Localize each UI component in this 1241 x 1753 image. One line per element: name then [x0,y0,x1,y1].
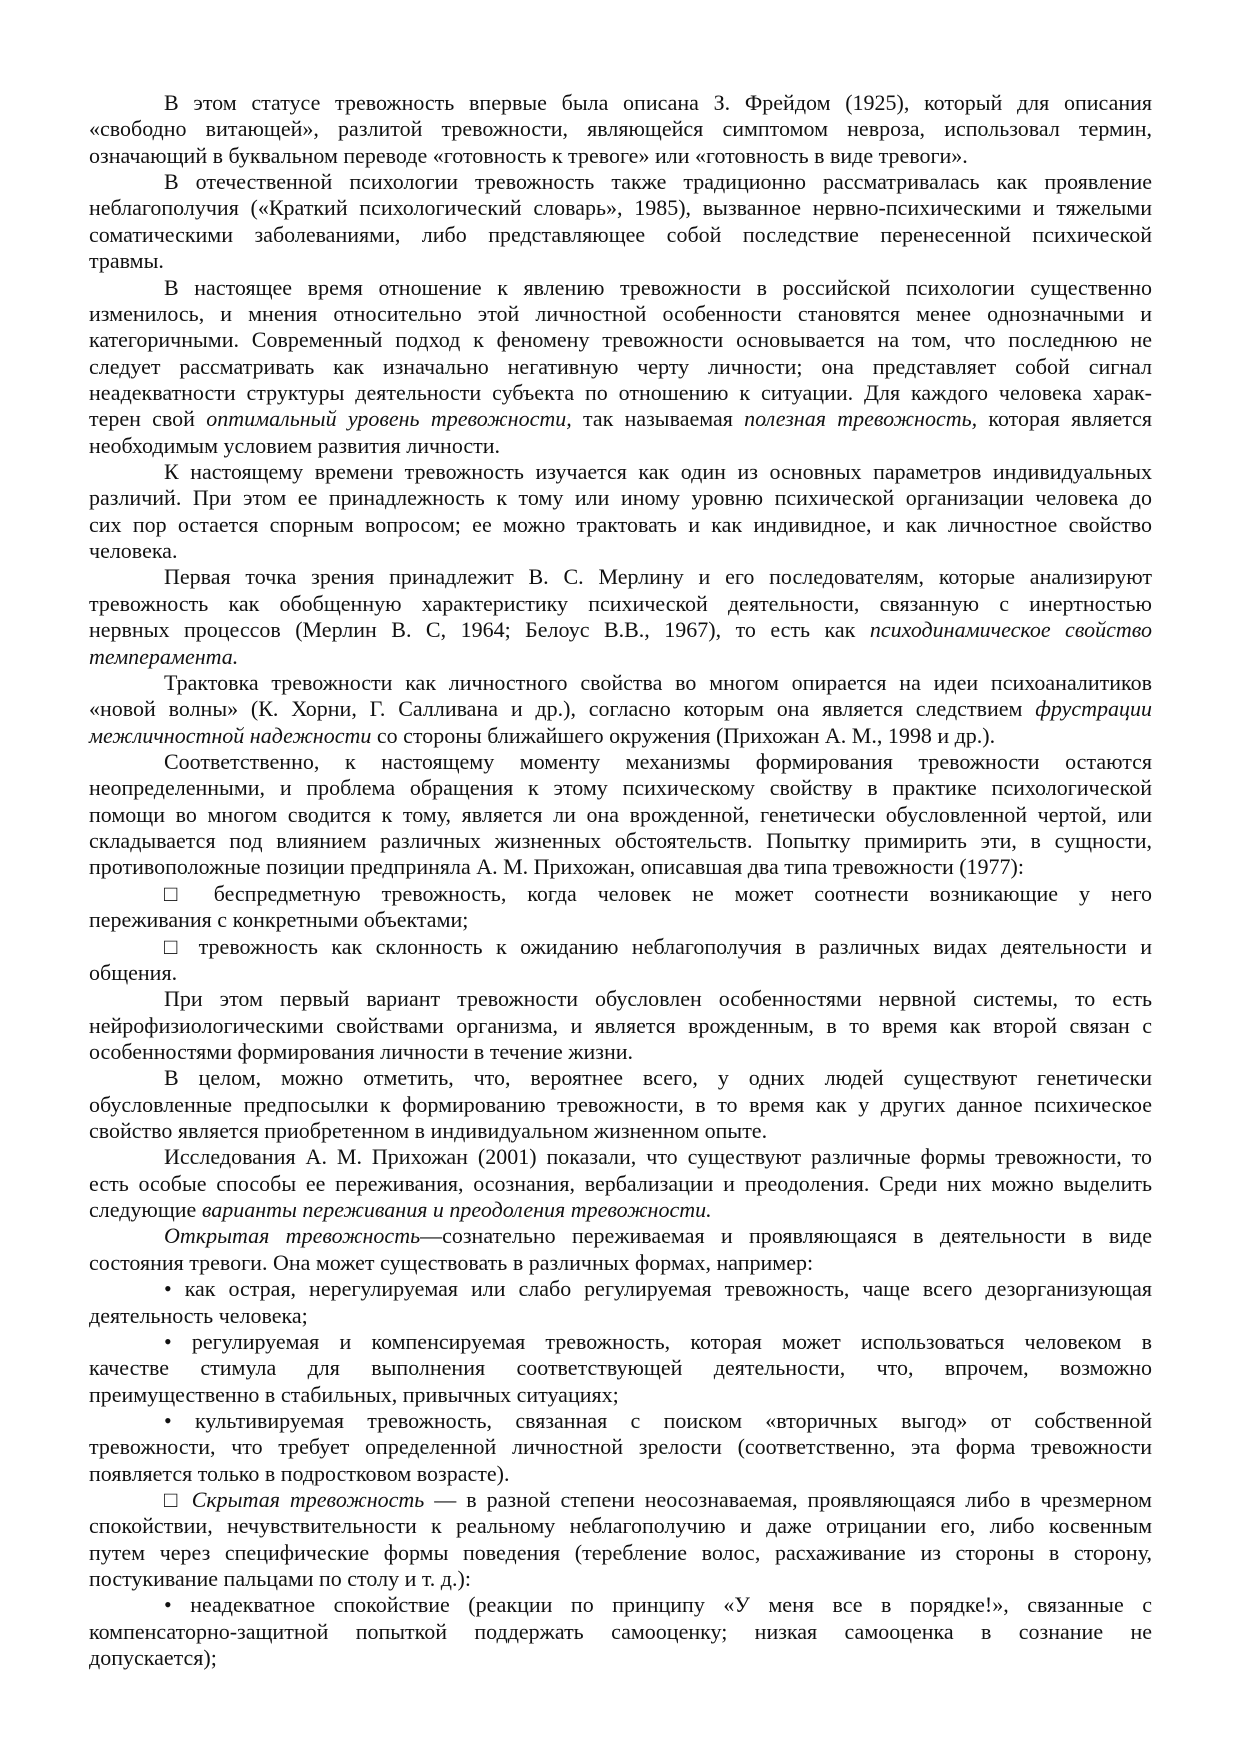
text-run: • как острая, нерегулируемая или слабо регулируемая тревожность, чаще всего дезорганизующая [164,1276,1152,1302]
paragraph [89,90,1152,169]
text-run: противоположные позиции предприняла А. М. Прихожан, описавшая два типа тревожности (1977): [89,854,1024,880]
text-run: компенсаторно-защитной попыткой поддержать самооценку; низкая самооценка в сознание не [89,1618,1152,1644]
text-run: тревожность как обобщенную характеристику психической деятельности, связанную с инертностью [89,590,1152,616]
text-line [89,1144,1152,1170]
text-line [89,1250,1152,1276]
text-line [89,90,1152,116]
text-run: соматическими заболеваниями, либо представляющее собой последствие перенесенной психической [89,221,1152,247]
paragraph [89,459,1152,564]
text-line [89,881,1152,907]
text-line [89,1171,1152,1197]
text-line [89,248,1152,274]
text-run: так называемая [571,406,745,432]
text-run: • неадекватное спокойствие (реакции по принципу «У меня все в порядке!», связанные с [164,1592,1152,1618]
text-line [89,1276,1152,1302]
text-run: особенностями формирования личности в течение жизни. [89,1038,633,1064]
text-run: появляется только в подростковом возрасте). [89,1460,510,1486]
paragraph [89,1408,1152,1487]
document-page [89,90,1152,1672]
text-run: следующие [89,1197,202,1223]
italic-text-run: Открытая тревожность [164,1223,421,1249]
text-line [89,670,1152,696]
text-line [89,775,1152,801]
paragraph [89,169,1152,274]
text-line [89,406,1152,432]
text-line [89,854,1152,880]
text-run: В отечественной психологии тревожность также традиционно рассматривалась как проявление [164,169,1152,195]
text-line [89,1513,1152,1539]
paragraph [89,564,1152,669]
text-line [89,116,1152,142]
text-run: травмы. [89,248,164,274]
paragraph [89,670,1152,749]
text-line [89,986,1152,1012]
text-run: состояния тревоги. Она может существовать в различных формах, например: [89,1249,814,1275]
paragraph [89,1487,1152,1592]
text-run: преимущественно в стабильных, привычных ситуациях; [89,1381,619,1407]
paragraph [89,275,1152,460]
text-line [89,354,1152,380]
text-line [89,222,1152,248]
text-line [89,617,1152,643]
text-run: со стороны ближайшего окружения (Прихожан А. М., 1998 и др.). [371,722,996,748]
italic-text-run: межличностной надежности [89,722,372,748]
text-line [89,934,1152,960]
text-run: — в разной степени неосознаваемая, проявляющаяся либо в чрезмерном [424,1487,1152,1513]
paragraph [89,1144,1152,1223]
text-line [89,1118,1152,1144]
italic-text-run: психодинамическое свойство [869,617,1152,643]
paragraph [89,986,1152,1065]
text-line [89,1382,1152,1408]
text-run: нейрофизиологическими свойствами организма, и является врожденным, в то время как второй связан с [89,1012,1152,1038]
text-line [89,380,1152,406]
text-run: человека. [89,538,178,564]
text-line [89,485,1152,511]
text-line [89,538,1152,564]
text-line [89,1197,1152,1223]
text-run: □ беспредметную тревожность, когда человек не может соотнести возникающие у него [164,880,1152,906]
paragraph [89,1329,1152,1408]
text-run: Первая точка зрения принадлежит В. С. Мерлину и его последователям, которые анализируют [164,564,1152,590]
text-run: различий. При этом ее принадлежность к тому или иному уровню психической организации человека до [89,485,1152,511]
text-line [89,143,1152,169]
italic-text-run: темперамента. [89,643,239,669]
text-run: путем через специфические формы поведения (теребление волос, расхаживание из стороны в сторону, [89,1539,1152,1565]
text-line [89,907,1152,933]
paragraph [89,1592,1152,1671]
text-run: качестве стимула для выполнения соответствующей деятельности, что, впрочем, возможно [89,1355,1152,1381]
text-line [89,301,1152,327]
text-line [89,1619,1152,1645]
paragraph [89,881,1152,934]
text-run: свойство является приобретенном в индивидуальном жизненном опыте. [89,1118,768,1144]
text-run: «новой волны» (К. Хорни, Г. Салливана и др.), согласно которым она является следствием [89,696,1036,722]
text-run: терен свой [89,406,207,432]
text-run: тревожности, что требует определенной личностной зрелости (соответственно, эта форма тревожности [89,1434,1152,1460]
text-line [89,1065,1152,1091]
text-line [89,749,1152,775]
text-run: «свободно витающей», разлитой тревожности, являющейся симптомом невроза, использовал термин, [89,116,1152,142]
text-line [89,644,1152,670]
text-run: помощи во многом сводится к тому, является ли она врожденной, генетически обусловленной чертой, или [89,801,1152,827]
text-run: следует рассматривать как изначально негативную черту личности; она представляет собой сигнал [89,353,1152,379]
text-line [89,1434,1152,1460]
paragraph [89,1276,1152,1329]
text-line [89,169,1152,195]
italic-text-run: варианты переживания и преодоления тревожности. [201,1197,712,1223]
text-line [89,564,1152,590]
text-run: • культивируемая тревожность, связанная с поиском «вторичных выгод» от собственной [164,1407,1152,1433]
text-run: спокойствии, нечувствительности к реальному неблагополучию и даже отрицании его, либо косвенным [89,1513,1152,1539]
text-run: Исследования А. М. Прихожан (2001) показали, что существуют различные формы тревожности, то [164,1144,1152,1170]
text-line [89,723,1152,749]
text-run: В целом, можно отметить, что, вероятнее всего, у одних людей существуют генетически [164,1065,1152,1091]
text-line [89,433,1152,459]
text-run: категоричными. Современный подход к феномену тревожности основывается на том, что последнюю не [89,327,1152,353]
paragraph [89,749,1152,881]
text-line [89,195,1152,221]
text-run: Трактовка тревожности как личностного свойства во многом опирается на идеи психоаналитиков [164,669,1152,695]
text-line [89,1329,1152,1355]
text-run: обусловленные предпосылки к формированию тревожности, в то время как у других данное психическое [89,1091,1152,1117]
text-line [89,1039,1152,1065]
paragraph [89,934,1152,987]
text-line [89,591,1152,617]
italic-text-run: оптимальный уровень тревожности, [206,406,572,432]
text-line [89,1303,1152,1329]
text-line [89,512,1152,538]
text-run: Соответственно, к настоящему моменту механизмы формирования тревожности остаются [164,748,1152,774]
text-run: складывается под влиянием различных жизненных обстоятельств. Попытку примирить эти, в сущности, [89,828,1152,854]
text-line [89,1461,1152,1487]
text-line [89,828,1152,854]
text-line [89,1566,1152,1592]
text-line [89,1487,1152,1513]
text-run: изменилось, и мнения относительно этой личностной особенности становятся менее однозначными и [89,300,1152,326]
text-line [89,696,1152,722]
text-line [89,1013,1152,1039]
text-run: сих пор остается спорным вопросом; ее можно трактовать и как индивидное, и как личностное свойство [89,511,1152,537]
text-run: • регулируемая и компенсируемая тревожность, которая может использоваться человеком в [164,1328,1152,1354]
text-line [89,1092,1152,1118]
text-run: В этом статусе тревожность впервые была описана З. Фрейдом (1925), который для описания [164,90,1152,115]
text-line [89,1355,1152,1381]
italic-text-run: фрустрации [1035,696,1152,722]
text-run: неблагополучия («Краткий психологический словарь», 1985), вызванное нервно-психическими и тяжелыми [89,195,1152,221]
text-run: есть особые способы ее переживания, осознания, вербализации и преодоления. Среди них можно выделить [89,1170,1152,1196]
text-line [89,1408,1152,1434]
text-line [89,802,1152,828]
text-run: В настоящее время отношение к явлению тревожности в российской психологии существенно [164,274,1152,300]
text-line [89,275,1152,301]
text-run: означающий в буквальном переводе «готовность к тревоге» или «готовность в виде тревоги». [89,142,968,168]
text-run: общения. [89,959,178,985]
text-run: деятельность человека; [89,1302,308,1328]
text-run: допускается); [89,1645,217,1671]
text-line [89,1645,1152,1671]
paragraph [89,1065,1152,1144]
text-run: неадекватности структуры деятельности субъекта по отношению к ситуации. Для каждого человека харак- [89,379,1152,405]
italic-text-run: полезная тревожность, [744,406,978,432]
italic-text-run: Скрытая тревожность [191,1487,425,1513]
text-run: □ [164,1487,192,1513]
text-run: К настоящему времени тревожность изучается как один из основных параметров индивидуальных [164,459,1152,485]
text-run: переживания с конкретными объектами; [89,907,469,933]
text-run: которая является [977,406,1152,432]
text-line [89,960,1152,986]
text-run: неопределенными, и проблема обращения к этому психическому свойству в практике психологической [89,775,1152,801]
text-run: При этом первый вариант тревожности обусловлен особенностями нервной системы, то есть [164,986,1152,1012]
text-line [89,1592,1152,1618]
text-line [89,327,1152,353]
text-run: □ тревожность как склонность к ожиданию неблагополучия в различных видах деятельности и [164,933,1152,959]
paragraph [89,1223,1152,1276]
text-run: постукивание пальцами по столу и т. д.): [89,1566,471,1592]
text-run: —сознательно переживаемая и проявляющаяся в деятельности в виде [420,1223,1152,1249]
text-run: необходимым условием развития личности. [89,432,501,458]
text-line [89,1540,1152,1566]
text-line [89,1223,1152,1249]
text-run: нервных процессов (Мерлин В. С, 1964; Белоус В.В., 1967), то есть как [89,617,870,643]
text-line [89,459,1152,485]
